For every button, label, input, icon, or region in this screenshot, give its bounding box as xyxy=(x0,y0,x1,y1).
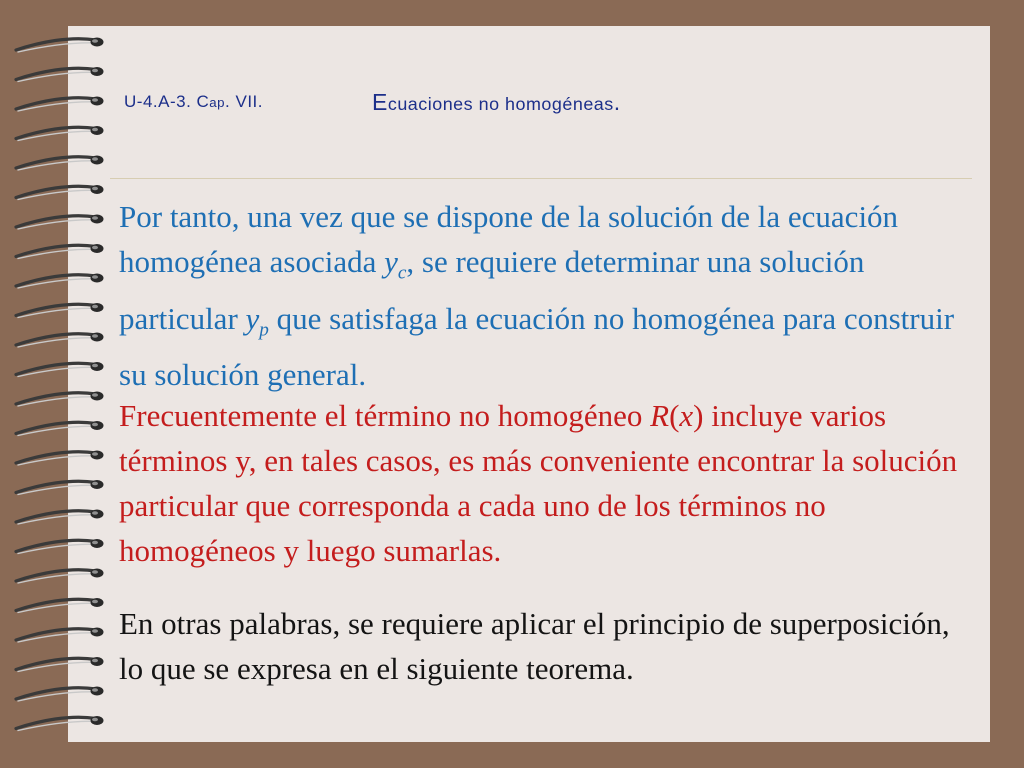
header-divider xyxy=(110,178,972,179)
math-x: x xyxy=(679,398,694,433)
spiral-coil xyxy=(16,38,104,53)
slide-title: Ecuaciones no homogéneas. xyxy=(372,89,621,115)
spiral-coil xyxy=(16,67,104,82)
spiral-coil xyxy=(16,244,104,259)
spiral-coil xyxy=(16,657,104,672)
paragraph-superposition: En otras palabras, se requiere aplicar el principio de superposición, lo que se expresa en el siguiente teorema. xyxy=(119,606,950,686)
spiral-coil xyxy=(16,97,104,112)
spiral-coil xyxy=(16,687,104,702)
spiral-coil xyxy=(16,215,104,230)
math-R: R xyxy=(650,398,670,433)
spiral-coil xyxy=(16,274,104,289)
spiral-coil xyxy=(16,569,104,584)
spiral-coil xyxy=(16,598,104,613)
spiral-coil xyxy=(16,126,104,141)
math-y: y xyxy=(384,244,398,279)
math-subscript-c: c xyxy=(397,262,407,284)
spiral-coil xyxy=(16,510,104,525)
chapter-code: U-4.A-3. Cap. VII. xyxy=(124,92,264,111)
spiral-coil xyxy=(16,451,104,466)
spiral-coil xyxy=(16,362,104,377)
math-y: y xyxy=(245,300,260,336)
paragraph-homogeneous-solution: Por tanto, una vez que se dispone de la solución de la ecuación homogénea asociada $y_c$, se requiere determinar una solución particular $y_p$ que satisfaga la ecuación no homogénea para construir su solución general. xyxy=(119,199,955,393)
spiral-coil xyxy=(16,716,104,731)
spiral-coil xyxy=(16,539,104,554)
spiral-coil xyxy=(16,392,104,407)
spiral-coil xyxy=(16,480,104,495)
spiral-coil xyxy=(16,303,104,318)
spiral-binding-icon xyxy=(0,0,120,768)
paragraph-nonhomogeneous-terms: Frecuentemente el término no homogéneo R(x) incluye varios términos y, en tales casos, es más conveniente encontrar la solución particular que corresponda a cada uno de los términos no homogéneos y luego sumarlas. xyxy=(119,398,958,568)
spiral-coil xyxy=(16,156,104,171)
math-subscript-p: p xyxy=(259,319,269,341)
spiral-coil xyxy=(16,628,104,643)
spiral-coil xyxy=(16,421,104,436)
spiral-coil xyxy=(16,185,104,200)
spiral-coil xyxy=(16,333,104,348)
